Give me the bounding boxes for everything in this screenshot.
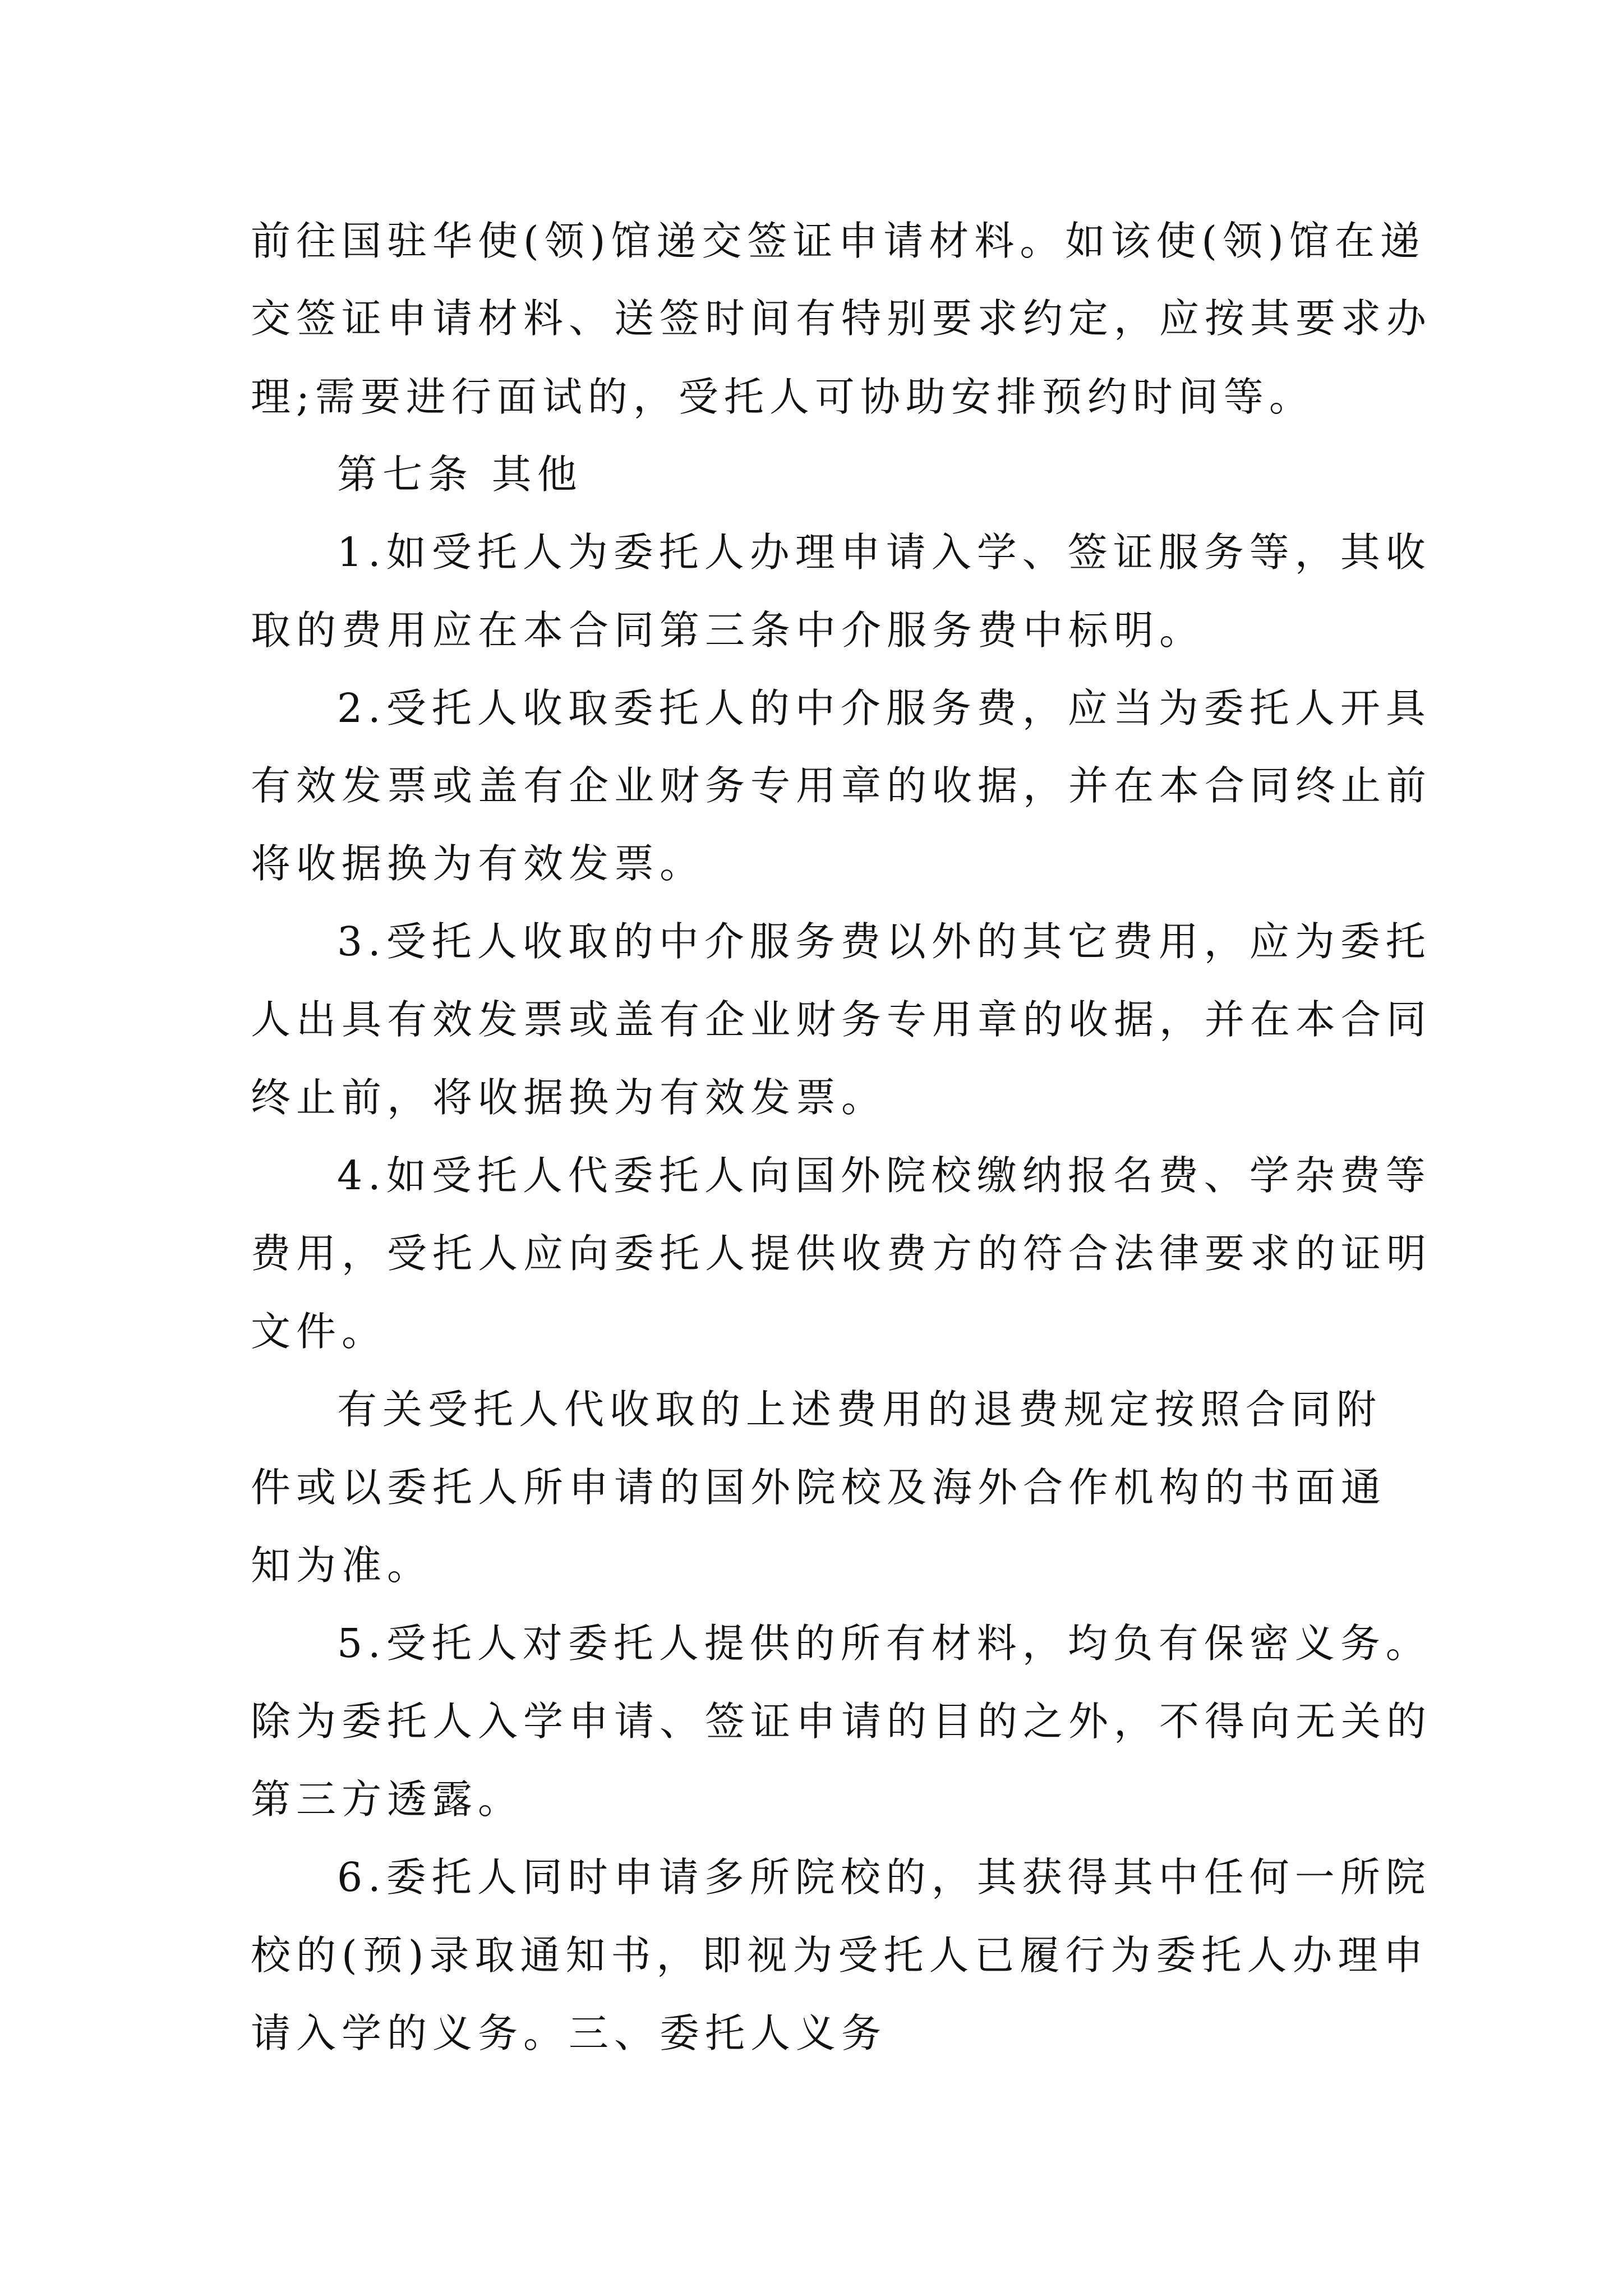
text-line: 前往国驻华使(领)馆递交签证申请材料。如该使(领)馆在递 (251, 218, 1426, 264)
text-line: 请入学的义务。三、委托人义务 (251, 2010, 887, 2056)
text-line: 2.受托人收取委托人的中介服务费，应当为委托人开具 (337, 685, 1431, 731)
text-line: 4.如受托人代委托人向国外院校缴纳报名费、学杂费等 (337, 1152, 1431, 1199)
text-line: 校的(预)录取通知书，即视为受托人已履行为委托人办理申 (251, 1932, 1429, 1978)
text-line: 5.受托人对委托人提供的所有材料，均负有保密义务。 (337, 1620, 1431, 1667)
text-line: 费用，受托人应向委托人提供收费方的符合法律要求的证明 (251, 1230, 1432, 1277)
section-heading: 第七条 其他 (337, 451, 583, 498)
text-line: 第三方透露。 (251, 1776, 524, 1823)
text-line: 终止前，将收据换为有效发票。 (251, 1074, 887, 1121)
text-line: 人出具有效发票或盖有企业财务专用章的收据，并在本合同 (251, 996, 1432, 1043)
text-line: 取的费用应在本合同第三条中介服务费中标明。 (251, 607, 1205, 654)
text-line: 6.委托人同时申请多所院校的，其获得其中任何一所院 (337, 1854, 1431, 1901)
text-line: 有关受托人代收取的上述费用的退费规定按照合同附 (337, 1386, 1382, 1433)
text-line: 知为准。 (251, 1542, 433, 1589)
text-line: 交签证申请材料、送签时间有特别要求约定，应按其要求办 (251, 295, 1432, 342)
text-line: 将收据换为有效发票。 (251, 840, 706, 887)
text-line: 理;需要进行面试的，受托人可协助安排预约时间等。 (251, 374, 1315, 420)
text-line: 1.如受托人为委托人办理申请入学、签证服务等，其收 (337, 529, 1431, 576)
text-line: 文件。 (251, 1308, 388, 1355)
text-line: 3.受托人收取的中介服务费以外的其它费用，应为委托 (337, 918, 1431, 965)
text-line: 有效发票或盖有企业财务专用章的收据，并在本合同终止前 (251, 762, 1432, 809)
text-line: 件或以委托人所申请的国外院校及海外合作机构的书面通 (251, 1464, 1387, 1511)
text-line: 除为委托人入学申请、签证申请的目的之外，不得向无关的 (251, 1698, 1432, 1745)
